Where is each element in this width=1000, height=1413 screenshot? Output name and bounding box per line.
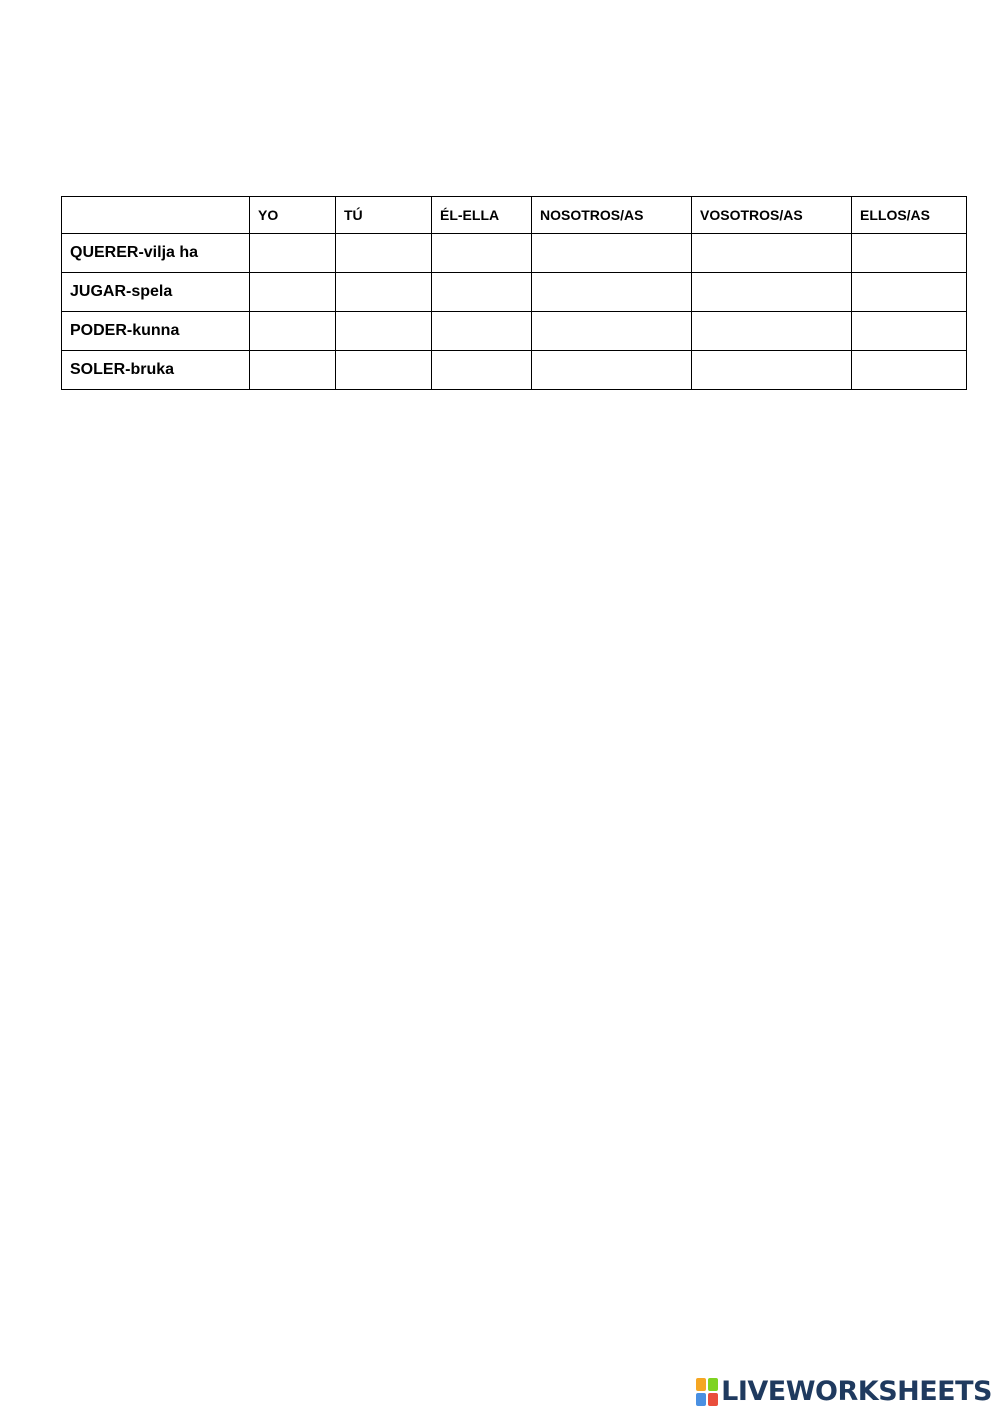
- logo-square-2: [708, 1378, 718, 1391]
- answer-cell-soler-ellos[interactable]: [852, 351, 967, 390]
- table-row: [62, 312, 967, 351]
- answer-cell-querer-vosotros[interactable]: [692, 234, 852, 273]
- answer-cell-soler-el-ella[interactable]: [432, 351, 532, 390]
- answer-cell-jugar-nosotros[interactable]: [532, 273, 692, 312]
- header-el-ella: ÉL-ELLA: [432, 197, 532, 234]
- liveworksheets-logo: [696, 1377, 992, 1407]
- logo-square-3: [696, 1393, 706, 1406]
- header-yo: YO: [250, 197, 336, 234]
- answer-cell-poder-nosotros[interactable]: [532, 312, 692, 351]
- header-ellos: ELLOS/AS: [852, 197, 967, 234]
- header-row: [62, 197, 967, 234]
- table-row: [62, 273, 967, 312]
- header-corner: [62, 197, 250, 234]
- answer-cell-poder-ellos[interactable]: [852, 312, 967, 351]
- answer-cell-poder-yo[interactable]: [250, 312, 336, 351]
- answer-cell-jugar-tu[interactable]: [336, 273, 432, 312]
- answer-cell-soler-tu[interactable]: [336, 351, 432, 390]
- table-row: [62, 234, 967, 273]
- logo-square-4: [708, 1393, 718, 1406]
- answer-cell-querer-yo[interactable]: [250, 234, 336, 273]
- header-nosotros: NOSOTROS/AS: [532, 197, 692, 234]
- answer-cell-jugar-yo[interactable]: [250, 273, 336, 312]
- verb-poder: PODER-kunna: [62, 312, 250, 351]
- answer-cell-querer-nosotros[interactable]: [532, 234, 692, 273]
- answer-cell-poder-vosotros[interactable]: [692, 312, 852, 351]
- logo-text: LIVEWORKSHEETS: [721, 1376, 992, 1407]
- table-row: [62, 351, 967, 390]
- header-tu: TÚ: [336, 197, 432, 234]
- logo-mark-icon: [696, 1378, 718, 1406]
- answer-cell-querer-ellos[interactable]: [852, 234, 967, 273]
- verb-soler: SOLER-bruka: [62, 351, 250, 390]
- answer-cell-jugar-ellos[interactable]: [852, 273, 967, 312]
- answer-cell-jugar-vosotros[interactable]: [692, 273, 852, 312]
- answer-cell-poder-tu[interactable]: [336, 312, 432, 351]
- answer-cell-soler-nosotros[interactable]: [532, 351, 692, 390]
- conjugation-table: [61, 196, 967, 390]
- logo-square-1: [696, 1378, 706, 1391]
- verb-jugar: JUGAR-spela: [62, 273, 250, 312]
- answer-cell-querer-el-ella[interactable]: [432, 234, 532, 273]
- header-vosotros: VOSOTROS/AS: [692, 197, 852, 234]
- answer-cell-soler-yo[interactable]: [250, 351, 336, 390]
- answer-cell-poder-el-ella[interactable]: [432, 312, 532, 351]
- answer-cell-soler-vosotros[interactable]: [692, 351, 852, 390]
- verb-querer: QUERER-vilja ha: [62, 234, 250, 273]
- answer-cell-jugar-el-ella[interactable]: [432, 273, 532, 312]
- answer-cell-querer-tu[interactable]: [336, 234, 432, 273]
